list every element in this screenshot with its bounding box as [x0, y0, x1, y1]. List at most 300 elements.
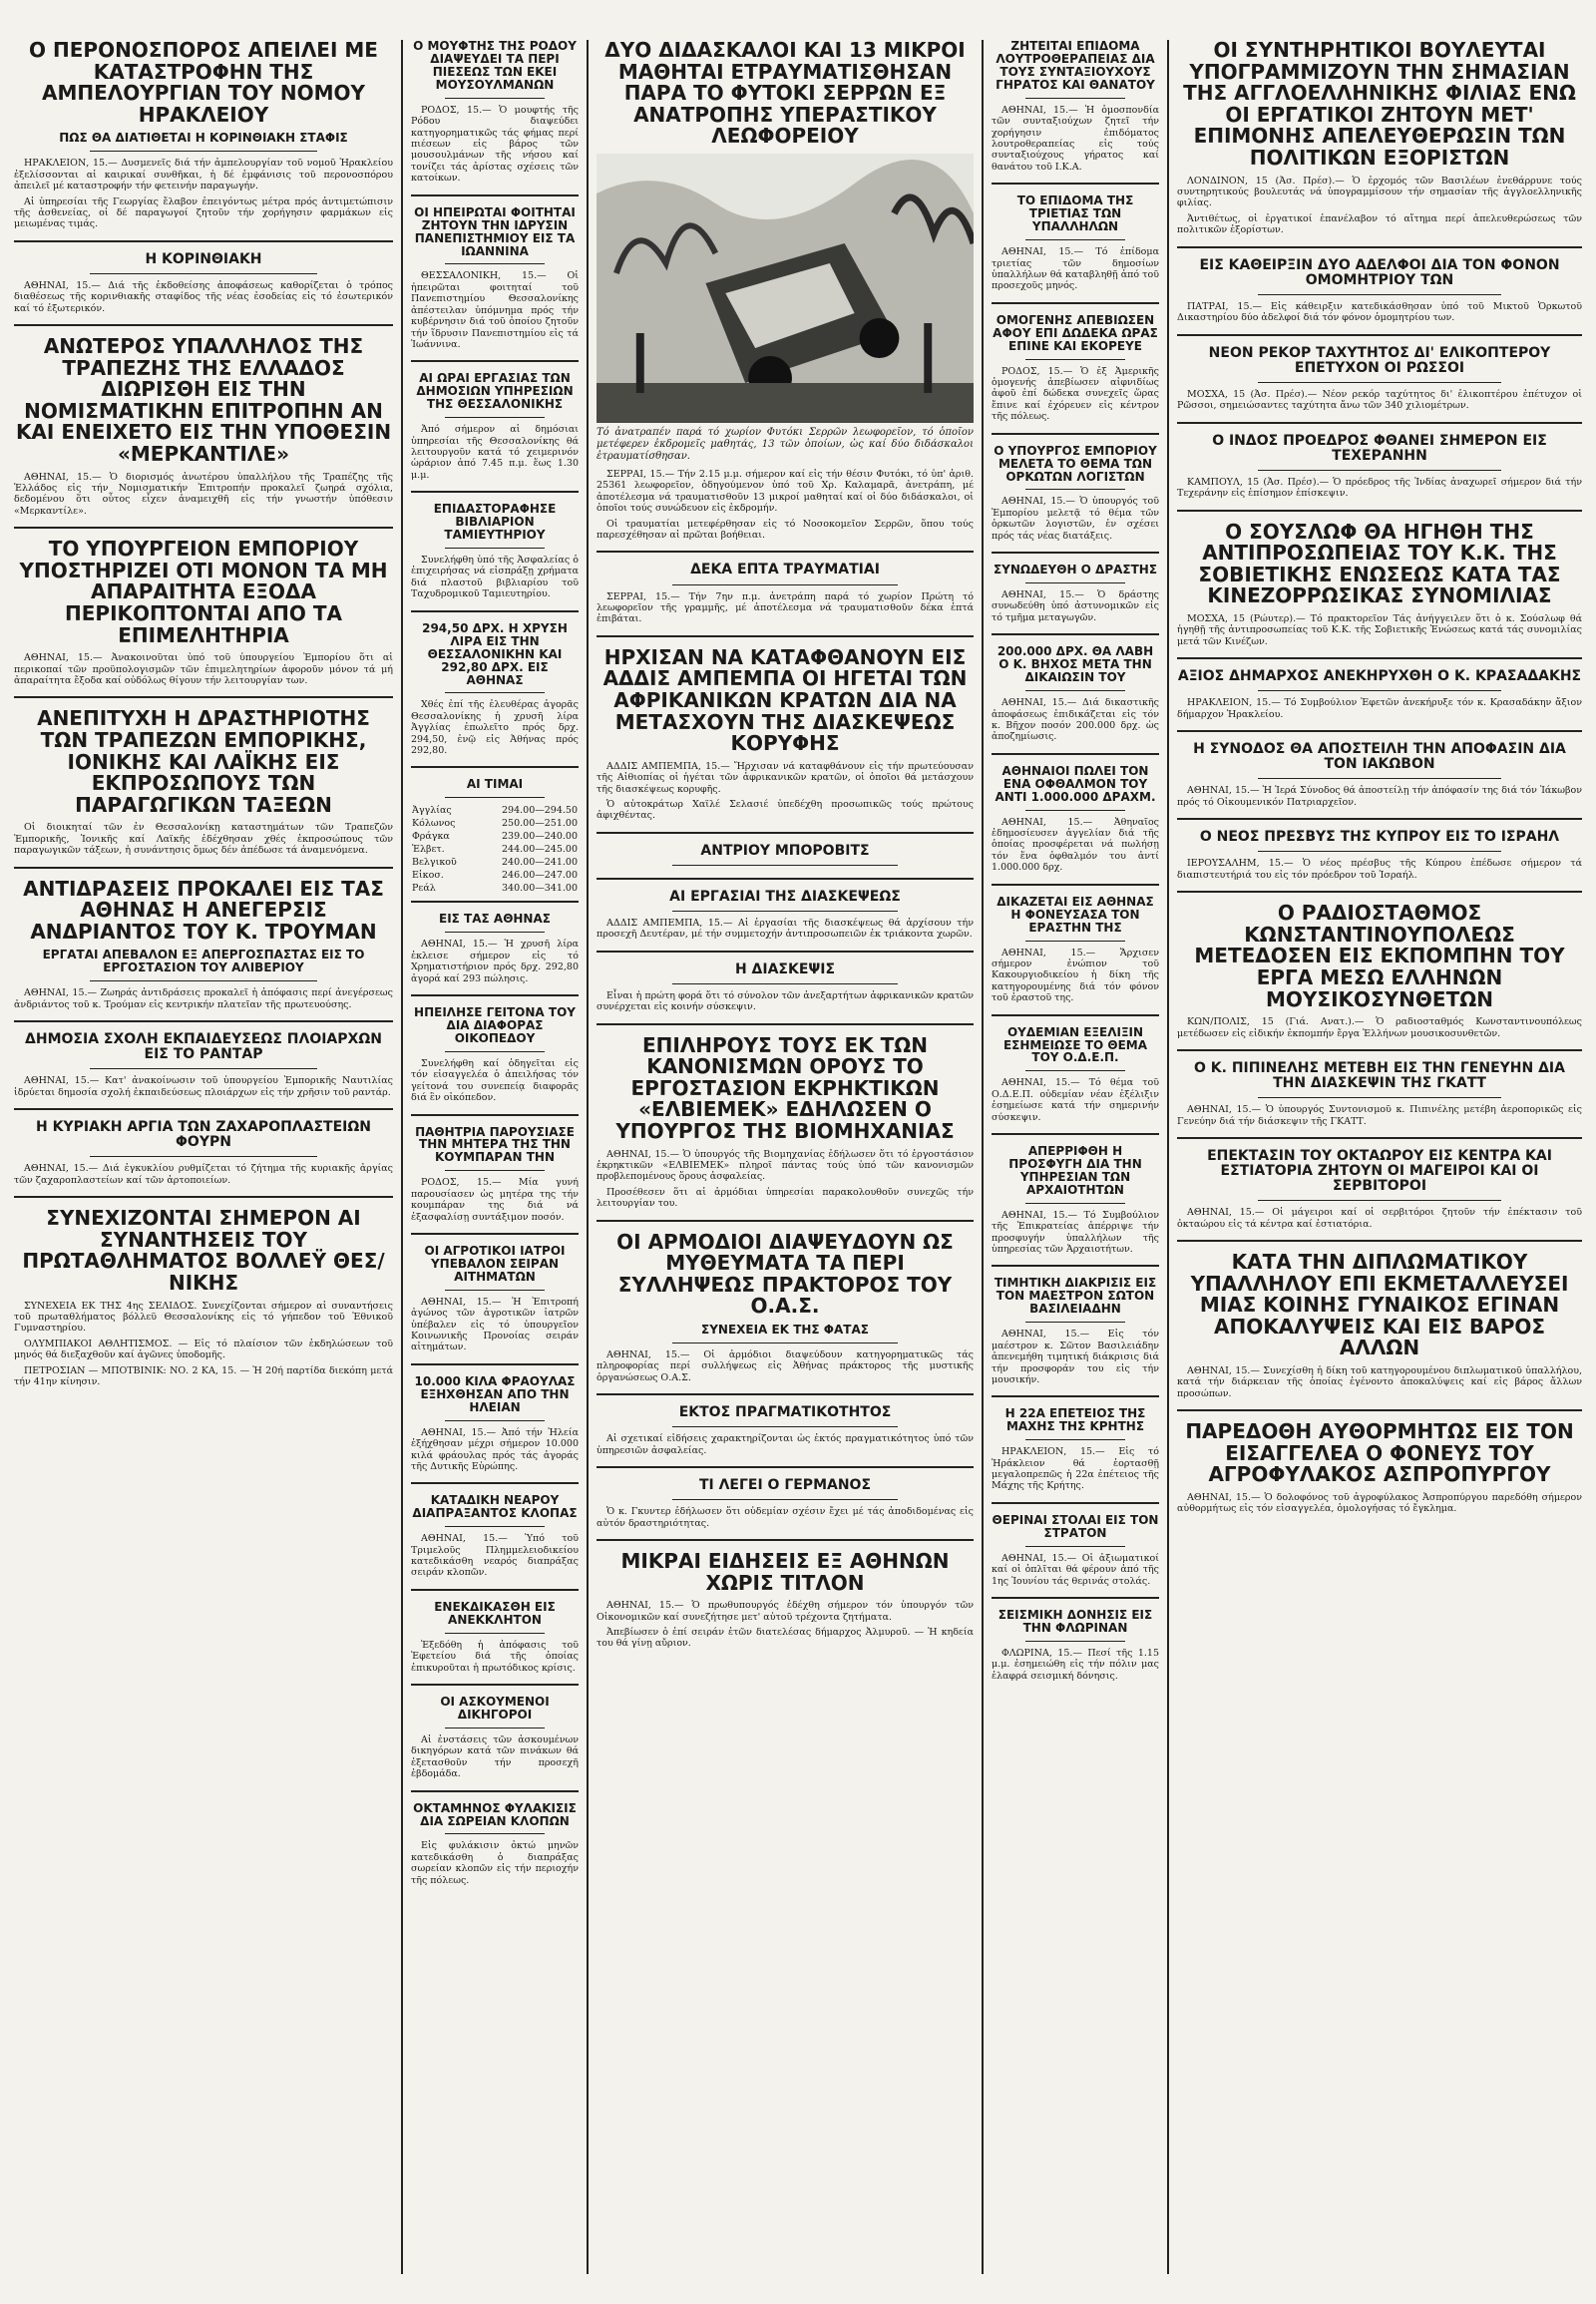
- news-photo: [597, 154, 974, 423]
- headline-underline: [445, 417, 546, 418]
- article-body: [597, 918, 974, 941]
- article-paragraph: ΑΘΗΝΑΙ, 15.— Οἱ ἀξιωματικοί καί οἱ ὁπλῖται θά φέρουν ἀπό τῆς 1ης Ἰουνίου τάς θερινάς στολάς.: [992, 1552, 1159, 1587]
- article-headline: ΔΥΟ ΔΙΔΑΣΚΑΛΟΙ ΚΑΙ 13 ΜΙΚΡΟΙ ΜΑΘΗΤΑΙ ΕΤΡΑΥΜΑΤΙΣΘΗΣΑΝ ΠΑΡΑ ΤΟ ΦΥΤΟΚΙ ΣΕΡΡΩΝ ΕΞ ΑΝΑΤΡΟΠΗΣ ΥΠΕΡΑΣΤΙΚΟΥ ΛΕΩΦΟΡΕΙΟΥ: [604, 40, 966, 149]
- rate-value: 246.00—247.00: [502, 870, 578, 882]
- headline-underline: [672, 983, 899, 984]
- article-subhead: ΕΚΤΟΣ ΠΡΑΓΜΑΤΙΚΟΤΗΤΟΣ: [678, 1404, 892, 1421]
- article-paragraph: ΑΘΗΝΑΙ, 15.— Ἡ χρυσῆ λίρα ἐκλεισε σήμερον εἰς τό Χρηματιστήριον πρός δρχ. 292,80 ἀγορά καί 293 πώλησις.: [411, 939, 579, 984]
- article-subhead: ΕΙΣ ΚΑΘΕΙΡΞΙΝ ΔΥΟ ΑΔΕΛΦΟΙ ΔΙΑ ΤΟΝ ΦΟΝΟΝ ΟΜΟΜΗΤΡΙΟΥ ΤΩΝ: [1199, 256, 1560, 288]
- article-paragraph: ΑΘΗΝΑΙ, 15.— Ὁ ὑπουργός τοῦ Ἐμπορίου μελετᾷ τό θέμα τῶν ὁρκωτῶν λογιστῶν, ἐν σχέσει πρός τάς νέας διατάξεις.: [992, 496, 1159, 542]
- headline-underline: [445, 797, 546, 798]
- article: [1177, 742, 1582, 820]
- rate-value: 340.00—341.00: [502, 883, 578, 895]
- photo-caption: Τό ἀνατραπέν παρά τό χωρίον Φυτόκι Σερρῶν λεωφορεῖον, τό ὁποῖον μετέφερεν ἐκδρομεῖς μαθητάς, 13 τῶν ὁποίων, ὡς καί δύο διδάσκαλοι ἐτραυματίσθησαν.: [597, 426, 974, 462]
- article-body: [992, 1446, 1159, 1492]
- article: [411, 1245, 579, 1365]
- article-body: [1177, 389, 1582, 412]
- rates-table: [411, 804, 579, 895]
- article-body: [1177, 301, 1582, 324]
- article-body: [597, 1149, 974, 1210]
- article-body: [992, 948, 1159, 1004]
- article-paragraph: ΦΛΩΡΙΝΑ, 15.— Πεσί τῆς 1.15 μ.μ. ἐσημειώθη εἰς τήν πόλιν μας ἐλαφρά σεισμική δόνησις.: [992, 1647, 1159, 1682]
- column-2: [405, 40, 585, 2284]
- article-body: [597, 1506, 974, 1529]
- article-paragraph: Ἀντιθέτως, οἱ ἐργατικοί ἐπανέλαβον τό αἴτημα περί ἀπελευθερώσεως τῶν πολιτικῶν ἐξορίστων.: [1177, 212, 1582, 236]
- article: [14, 252, 393, 326]
- article-body: [597, 990, 974, 1013]
- article-subhead: ΑΙ ΤΙΜΑΙ: [466, 777, 524, 792]
- article-body: [411, 555, 579, 600]
- headline-underline: [445, 1633, 546, 1634]
- article: [992, 1026, 1159, 1135]
- article: [992, 194, 1159, 303]
- article-subhead: ΠΩΣ ΘΑ ΔΙΑΤΙΘΕΤΑΙ Η ΚΟΡΙΝΘΙΑΚΗ ΣΤΑΦΙΣ: [59, 131, 348, 146]
- article-paragraph: ΑΘΗΝΑΙ, 15.— Ἡ Ἐπιτροπή ἀγώνος τῶν ἀγροτικῶν ἰατρῶν ὑπέβαλεν εἰς τό ὑπουργεῖον Κοινωνικῆς Προνοίας σειράν αἰτημάτων.: [411, 1296, 579, 1353]
- headline-underline: [1258, 690, 1501, 691]
- rate-row: [411, 830, 579, 843]
- article-paragraph: Ἀπεβίωσεν ὁ ἐπί σειράν ἐτῶν διατελέσας δήμαρχος Ἀλμυροῦ. — Ἡ κηδεία του θά γίνῃ αὔριον.: [597, 1627, 974, 1650]
- article: [411, 1696, 579, 1792]
- article-subhead: ΕΙΣ ΤΑΣ ΑΘΗΝΑΣ: [439, 912, 551, 927]
- article-headline: ΠΑΡΕΔΟΘΗ ΑΥΘΟΡΜΗΤΩΣ ΕΙΣ ΤΟΝ ΕΙΣΑΓΓΕΛΕΑ Ο ΦΟΝΕΥΣ ΤΟΥ ΑΓΡΟΦΥΛΑΚΟΣ ΑΣΠΡΟΠΥΡΓΟΥ: [1185, 1419, 1574, 1487]
- article-subhead: Ο ΥΠΟΥΡΓΟΣ ΕΜΠΟΡΙΟΥ ΜΕΛΕΤΑ ΤΟ ΘΕΜΑ ΤΩΝ ΟΡΚΩΤΩΝ ΛΟΓΙΣΤΩΝ: [994, 443, 1157, 484]
- article-paragraph: ΑΘΗΝΑΙ, 15.— Ζωηράς ἀντιδράσεις προκαλεῖ ἡ ἀπόφασις περί ἀνεγέρσεως ἀνδριάντος τοῦ κ. Τρούμαν εἰς κεντρικήν πλατεῖαν τῆς πρωτευούσης.: [14, 987, 393, 1010]
- rate-row: [411, 856, 579, 869]
- article-paragraph: ΑΘΗΝΑΙ, 15.— Ὁ ὑπουργός τῆς Βιομηχανίας ἐδήλωσεν ὅτι τό ἐργοστάσιον ἐκρηκτικῶν «ΕΛΒΙΕΜΕΚ» πληροῖ πάντας τούς ὑπό τῶν κανονισμῶν προβλεπομένους ὅρους ἀσφαλείας.: [597, 1148, 974, 1183]
- article-body: [992, 589, 1159, 623]
- article: [14, 40, 393, 242]
- article-subhead: ΤΙΜΗΤΙΚΗ ΔΙΑΚΡΙΣΙΣ ΕΙΣ ΤΟΝ ΜΑΕΣΤΡΟΝ ΣΩΤΟΝ ΒΑΣΙΛΕΙΑΔΗΝ: [994, 1276, 1157, 1317]
- rate-row: [411, 804, 579, 817]
- article-paragraph: ΣΥΝΕΧΕΙΑ ΕΚ ΤΗΣ 4ης ΣΕΛΙΔΟΣ. Συνεχίζονται σήμερον αἱ συναντήσεις τοῦ πρωταθλήματος βόλλεϋ Θεσσαλονίκης εἰς τό γήπεδον τοῦ Ἐθνικοῦ Γυμναστηρίου.: [14, 1300, 393, 1335]
- column-1: [8, 40, 399, 2284]
- article-body: [597, 591, 974, 625]
- article: [14, 539, 393, 698]
- article-subhead: ΟΙ ΑΣΚΟΥΜΕΝΟΙ ΔΙΚΗΓΟΡΟΙ: [440, 1695, 550, 1722]
- article: [14, 708, 393, 868]
- article: [597, 1229, 974, 1396]
- article: [597, 644, 974, 834]
- headline-underline: [1025, 690, 1126, 691]
- rate-value: 244.00—245.00: [502, 844, 578, 856]
- article-subhead: ΑΙ ΕΡΓΑΣΙΑΙ ΤΗΣ ΔΙΑΣΚΕΨΕΩΣ: [669, 888, 901, 905]
- article-paragraph: Ὁ κ. Γκυντερ ἐδήλωσεν ὅτι οὐδεμίαν σχέσιν ἔχει μέ τάς ἀποδιδομένας εἰς αὐτόν δραστηριότητας.: [597, 1506, 974, 1529]
- headline-underline: [445, 1833, 546, 1834]
- rate-name: Φράγκα: [412, 831, 450, 843]
- article-paragraph: Ἐξεδόθη ἡ ἀπόφασις τοῦ Ἐφετείου διά τῆς ὁποίας ἐπικυροῦται ἡ πρωτόδικος κρίσις.: [411, 1639, 579, 1674]
- column-4: [986, 40, 1165, 2284]
- article: [411, 622, 579, 769]
- article-paragraph: Συνελήφθη καί ὁδηγεῖται εἰς τόν εἰσαγγελέα ὁ ἀπειλήσας τόν γείτονά του συνεπείᾳ διαφορᾶς διά ἓν οἰκόπεδον.: [411, 1057, 579, 1104]
- article-subhead: ΝΕΟΝ ΡΕΚΟΡ ΤΑΧΥΤΗΤΟΣ ΔΙ' ΕΛΙΚΟΠΤΕΡΟΥ ΕΠΕΤΥΧΟΝ ΟΙ ΡΩΣΣΟΙ: [1208, 344, 1551, 376]
- headline-underline: [1025, 239, 1126, 240]
- article: [597, 962, 974, 1025]
- article: [1177, 1252, 1582, 1411]
- article: [411, 503, 579, 611]
- article-headline: ΟΙ ΣΥΝΤΗΡΗΤΙΚΟΙ ΒΟΥΛΕΥΤΑΙ ΥΠΟΓΡΑΜΜΙΖΟΥΝ ΤΗΝ ΣΗΜΑΣΙΑΝ ΤΗΣ ΑΓΓΛΟΕΛΛΗΝΙΚΗΣ ΦΙΛΙΑΣ ΕΝΩ ΟΙ ΕΡΓΑΤΙΚΟΙ ΖΗΤΟΥΝ ΜΕΤ' ΕΠΙΜΟΝΗΣ ΑΠΕΛΕΥΘΕΡΩΣΙΝ ΤΩΝ ΠΟΛΙΤΙΚΩΝ ΕΞΟΡΙΣΤΩΝ: [1183, 40, 1576, 170]
- article-body: [597, 1600, 974, 1650]
- article-paragraph: ΑΘΗΝΑΙ, 15.— Οἱ μάγειροι καί οἱ σερβιτόροι ζητοῦν τήν ἐπέκτασιν τοῦ ὀκταώρου εἰς τά κέντρα καί ἑστιατόρια.: [1177, 1207, 1582, 1230]
- article-paragraph: ΜΟΣΧΑ, 15 (Ρώυτερ).— Τό πρακτορεῖον Τάς ἀνήγγειλεν ὅτι ὁ κ. Σούσλωφ θά ἡγηθῇ τῆς ἀντιπροσωπείας τοῦ Κ.Κ. τῆς Σοβιετικῆς Ἑνώσεως κατά τάς συνομιλίας μετά τῶν Κινέζων.: [1177, 613, 1582, 647]
- article: [411, 372, 579, 493]
- article-paragraph: Οἱ τραυματίαι μετεφέρθησαν εἰς τό Νοσοκομεῖον Σερρῶν, ὅπου τούς παρεσχέθησαν αἱ πρῶται βοήθειαι.: [597, 518, 974, 541]
- article: [1177, 1149, 1582, 1242]
- article: [411, 1601, 579, 1686]
- article-paragraph: ΑΘΗΝΑΙ, 15.— Οἱ ἁρμόδιοι διαψεύδουν κατηγορηματικῶς τάς πληροφορίας περί συλλήψεως εἰς Ἀθήνας πράκτορος τῆς μυστικῆς ὀργανώσεως Ο.Α.Σ.: [597, 1349, 974, 1383]
- article-paragraph: ΛΟΝΔΙΝΟΝ, 15 (Ἀσ. Πρέσ).— Ὁ ἐρχομός τῶν Βασιλέων ἐνεθάρρυνε τούς συντηρητικούς βουλευτάς νά ὑπογραμμίσουν τήν σημασίαν τῆς ἀγγλοελληνικῆς φιλίας.: [1177, 175, 1582, 209]
- article: [14, 1208, 393, 1397]
- article-subhead: ΔΕΚΑ ΕΠΤΑ ΤΡΑΥΜΑΤΙΑΙ: [690, 562, 880, 578]
- rate-name: Βελγικοῦ: [412, 857, 457, 869]
- article-subhead: ΑΙ ΩΡΑΙ ΕΡΓΑΣΙΑΣ ΤΩΝ ΔΗΜΟΣΙΩΝ ΥΠΗΡΕΣΙΩΝ ΤΗΣ ΘΕΣΣΑΛΟΝΙΚΗΣ: [416, 371, 574, 412]
- article-subhead: ΟΙ ΑΓΡΟΤΙΚΟΙ ΙΑΤΡΟΙ ΥΠΕΒΑΛΟΝ ΣΕΙΡΑΝ ΑΙΤΗΜΑΤΩΝ: [424, 1243, 566, 1284]
- article: [992, 564, 1159, 635]
- rate-name: Ρεάλ: [412, 883, 436, 895]
- rate-value: 294.00—294.50: [502, 805, 578, 817]
- article-paragraph: ΑΘΗΝΑΙ, 15.— Ἡ ὁμοσπονδία τῶν συνταξιούχων ζητεῖ τήν χορήγησιν ἐπιδόματος λουτροθεραπείας εἰς τούς συνταξιούχους γήρατος καί θανάτου τοῦ Ι.Κ.Α.: [992, 104, 1159, 173]
- article-paragraph: ΑΘΗΝΑΙ, 15.— Τό Συμβούλιον τῆς Ἐπικρατείας ἀπέρριψε τήν προσφυγήν ὑπαλλήλων τῆς ὑπηρεσίας τῶν Ἀρχαιοτήτων.: [992, 1209, 1159, 1256]
- article-paragraph: ΡΟΔΟΣ, 15.— Ὁ μουφτής τῆς Ρόδου διαψεύδει κατηγορηματικῶς τάς φήμας περί πιέσεων εἰς βάρος τῶν μουσουλμάνων τῆς νήσου καί τονίζει τάς ἀρίστας σχέσεις τῶν κατοίκων.: [411, 104, 579, 185]
- article: [1177, 1061, 1582, 1139]
- article-paragraph: ΑΘΗΝΑΙ, 15.— Ἀπό τήν Ἠλεία ἐξήχθησαν μέχρι σήμερον 10.000 κιλά φράουλας πρός τάς ἀγοράς τῆς Δυτικῆς Εὐρώπης.: [411, 1426, 579, 1472]
- article-paragraph: ΑΘΗΝΑΙ, 15.— Τό ἐπίδομα τριετίας τῶν δημοσίων ὑπαλλήλων θά καταβληθῇ ἀπό τοῦ προσεχοῦς μηνός.: [992, 246, 1159, 292]
- article-paragraph: Συνελήφθη ὑπό τῆς Ἀσφαλείας ὁ ἐπιχειρήσας νά εἰσπράξῃ χρήματα διά πλαστοῦ βιβλιαρίου τοῦ Ταχυδρομικοῦ Ταμιευτηρίου.: [411, 555, 579, 600]
- article-body: [1177, 785, 1582, 808]
- article-body: [411, 1533, 579, 1579]
- article-subhead: ΑΞΙΟΣ ΔΗΜΑΡΧΟΣ ΑΝΕΚΗΡΥΧΘΗ Ο Κ. ΚΡΑΣΑΔΑΚΗΣ: [1177, 668, 1582, 685]
- headline-underline: [1258, 1200, 1501, 1201]
- rate-name: Εἰκοσ.: [412, 870, 444, 882]
- article-paragraph: Χθές ἐπί τῆς ἐλευθέρας ἀγορᾶς Θεσσαλονίκης ἡ χρυσῆ λίρα Ἀγγλίας ἐπωλεῖτο πρός δρχ. 294,50, ἐνῷ εἰς Ἀθήνας πρός 292,80.: [411, 699, 579, 757]
- article-subhead: ΖΗΤΕΙΤΑΙ ΕΠΙΔΟΜΑ ΛΟΥΤΡΟΘΕΡΑΠΕΙΑΣ ΔΙΑ ΤΟΥΣ ΣΥΝΤΑΞΙΟΥΧΟΥΣ ΓΗΡΑΤΟΣ ΚΑΙ ΘΑΝΑΤΟΥ: [996, 40, 1155, 92]
- article: [992, 1514, 1159, 1599]
- rate-name: Ἀγγλίας: [412, 805, 452, 817]
- article-paragraph: ΑΔΔΙΣ ΑΜΠΕΜΠΑ, 15.— Ἤρχισαν νά καταφθάνουν εἰς τήν πρωτεύουσαν τῆς Αἰθιοπίας οἱ ἡγέται τῶν ἀφρικανικῶν κρατῶν, οἱ ὁποῖοι θά μετάσχουν τῆς διασκέψεως κορυφῆς.: [597, 760, 974, 795]
- article: [992, 314, 1159, 435]
- article-headline: Ο ΡΑΔΙΟΣΤΑΘΜΟΣ ΚΩΝΣΤΑΝΤΙΝΟΥΠΟΛΕΩΣ ΜΕΤΕΔΟΣΕΝ ΕΙΣ ΕΚΠΟΜΠΗΝ ΤΟΥ ΕΡΓΑ ΜΕΣΩ ΕΛΛΗΝΩΝ ΜΟΥΣΙΚΟΣΥΝΘΕΤΩΝ: [1194, 901, 1565, 1011]
- article: [1177, 669, 1582, 732]
- article-subhead: Η ΔΙΑΣΚΕΨΙΣ: [734, 960, 836, 977]
- article-body: [411, 1058, 579, 1104]
- article-paragraph: ΑΘΗΝΑΙ, 15.— Διά τῆς ἐκδοθείσης ἀποφάσεως καθορίζεται ὁ τρόπος διαθέσεως τῆς κορινθιακῆς σταφίδος τῆς νέας ἐσοδείας εἰς τό ἐσωτερικόν καί τό ἐξωτερικόν.: [14, 279, 393, 314]
- column-5: [1171, 40, 1588, 2284]
- article-subhead: ΘΕΡΙΝΑΙ ΣΤΟΛΑΙ ΕΙΣ ΤΟΝ ΣΤΡΑΤΟΝ: [992, 1512, 1159, 1540]
- article-paragraph: ΗΡΑΚΛΕΙΟΝ, 15.— Τό Συμβούλιον Ἐφετῶν ἀνεκήρυξε τόν κ. Κρασαδάκην ἄξιον δήμαρχον Ἡρακλείου.: [1177, 697, 1582, 720]
- article: [1177, 830, 1582, 893]
- article-paragraph: ΚΩΝ/ΠΟΛΙΣ, 15 (Γιά. Ανατ.).— Ὁ ραδιοσταθμός Κωνσταντινουπόλεως μετέδωσεν εἰς εἰδικήν ἐκπομπήν ἔργα Ἑλλήνων μουσικοσυνθετῶν.: [1177, 1016, 1582, 1039]
- article: [411, 778, 579, 903]
- article-paragraph: Ὁ αὐτοκράτωρ Χαϊλέ Σελασιέ ὑπεδέχθη προσωπικῶς τούς πρώτους ἀφιχθέντας.: [597, 798, 974, 822]
- article-body: [411, 1177, 579, 1223]
- rate-row: [411, 869, 579, 882]
- article: [597, 1478, 974, 1541]
- article-paragraph: ΠΑΤΡΑΙ, 15.— Εἰς κάθειρξιν κατεδικάσθησαν ὑπό τοῦ Μικτοῦ Ὁρκωτοῦ Δικαστηρίου δύο ἀδελφοί διά τόν φόνον ὁμομητρίου των.: [1177, 300, 1582, 324]
- article-body: [411, 424, 579, 481]
- headline-underline: [445, 932, 546, 933]
- article-headline: ΑΝΤΙΔΡΑΣΕΙΣ ΠΡΟΚΑΛΕΙ ΕΙΣ ΤΑΣ ΑΘΗΝΑΣ Η ΑΝΕΓΕΡΣΙΣ ΑΝΔΡΙΑΝΤΟΣ ΤΟΥ Κ. ΤΡΟΥΜΑΝ: [23, 876, 384, 944]
- article-paragraph: ΑΘΗΝΑΙ, 15.— Ὑπό τοῦ Τριμελοῦς Πλημμελειοδικείου κατεδικάσθη νεαρός διαπράξας σειράν κλοπῶν.: [411, 1533, 579, 1579]
- headline-underline: [445, 1170, 546, 1171]
- article-body: [411, 1427, 579, 1473]
- article-subhead: ΕΠΕΚΤΑΣΙΝ ΤΟΥ ΟΚΤΑΩΡΟΥ ΕΙΣ ΚΕΝΤΡΑ ΚΑΙ ΕΣΤΙΑΤΟΡΙΑ ΖΗΤΟΥΝ ΟΙ ΜΑΓΕΙΡΟΙ ΚΑΙ ΟΙ ΣΕΡΒΙΤΟΡΟΙ: [1207, 1147, 1552, 1195]
- headline-underline: [1258, 382, 1501, 383]
- article-body: [992, 1553, 1159, 1587]
- article: [992, 1145, 1159, 1267]
- article-subhead: 200.000 ΔΡΧ. ΘΑ ΛΑΒΗ Ο Κ. ΒΗΧΟΣ ΜΕΤΑ ΤΗΝ ΔΙΚΑΙΩΣΙΝ ΤΟΥ: [997, 644, 1154, 685]
- article: [597, 563, 974, 636]
- article-headline: ΑΝΕΠΙΤΥΧΗ Η ΔΡΑΣΤΗΡΙΟΤΗΣ ΤΩΝ ΤΡΑΠΕΖΩΝ ΕΜΠΟΡΙΚΗΣ, ΙΟΝΙΚΗΣ ΚΑΙ ΛΑΪΚΗΣ ΕΙΣ ΕΚΠΡΟΣΩΠΟΥΣ ΤΩΝ ΠΑΡΑΓΩΓΙΚΩΝ ΤΑΞΕΩΝ: [37, 706, 370, 817]
- article: [1177, 40, 1582, 248]
- headline-underline: [445, 98, 546, 99]
- article-body: [992, 246, 1159, 292]
- article-body: [14, 280, 393, 314]
- article: [992, 40, 1159, 185]
- article-body: [1177, 1492, 1582, 1515]
- article-headline: ΕΠΙΛΗΡΟΥΣ ΤΟΥΣ ΕΚ ΤΩΝ ΚΑΝΟΝΙΣΜΩΝ ΟΡΟΥΣ ΤΟ ΕΡΓΟΣΤΑΣΙΟΝ ΕΚΡΗΚΤΙΚΩΝ «ΕΛΒΙΕΜΕΚ» ΕΔΗΛΩΣΕΝ Ο ΥΠΟΥΡΓΟΣ ΤΗΣ ΒΙΟΜΗΧΑΝΙΑΣ: [615, 1032, 955, 1144]
- article-subhead: ΑΝΤΡΙΟΥ ΜΠΟΡΟΒΙΤΣ: [700, 842, 870, 859]
- article-body: [992, 1648, 1159, 1682]
- article-paragraph: ΑΘΗΝΑΙ, 15.— Συνεχίσθη ἡ δίκη τοῦ κατηγορουμένου διπλωματικοῦ ὑπαλλήλου, κατά τήν διάρκειαν τῆς ὁποίας ἐγένοντο ἀποκαλύψεις καί εἰς βάρος ἄλλων προσώπων.: [1177, 1365, 1582, 1399]
- article-subhead: 294,50 ΔΡΧ. Η ΧΡΥΣΗ ΛΙΡΑ ΕΙΣ ΤΗΝ ΘΕΣΣΑΛΟΝΙΚΗΝ ΚΑΙ 292,80 ΔΡΧ. ΕΙΣ ΑΘΗΝΑΣ: [422, 620, 568, 687]
- rate-row: [411, 817, 579, 830]
- article-body: [411, 1734, 579, 1780]
- article-body: [992, 366, 1159, 423]
- article-paragraph: ΑΘΗΝΑΙ, 15.— Κατ' ἀνακοίνωσιν τοῦ ὑπουργείου Ἐμπορικῆς Ναυτιλίας ἱδρύεται δημοσία σχολή ἐκπαιδεύσεως πλοιάρχων εἰς τήν χρῆσιν τοῦ ραντάρ.: [14, 1075, 393, 1098]
- article: [597, 1551, 974, 1660]
- headline-underline: [672, 1499, 899, 1500]
- article-subhead: Η 22Α ΕΠΕΤΕΙΟΣ ΤΗΣ ΜΑΧΗΣ ΤΗΣ ΚΡΗΤΗΣ: [1004, 1406, 1146, 1434]
- article: [1177, 346, 1582, 424]
- article-body: [14, 158, 393, 229]
- article: [411, 206, 579, 363]
- article: [14, 1120, 393, 1198]
- article: [992, 445, 1159, 554]
- article-headline: ΤΟ ΥΠΟΥΡΓΕΙΟΝ ΕΜΠΟΡΙΟΥ ΥΠΟΣΤΗΡΙΖΕΙ ΟΤΙ ΜΟΝΟΝ ΤΑ ΜΗ ΑΠΑΡΑΙΤΗΤΑ ΕΞΟΔΑ ΠΕΡΙΚΟΠΤΟΝΤΑΙ ΑΠΟ ΤΑ ΕΠΙΜΕΛΗΤΗΡΙΑ: [19, 537, 388, 647]
- headline-underline: [445, 1290, 546, 1291]
- headline-underline: [1025, 1641, 1126, 1642]
- article-paragraph: ΗΡΑΚΛΕΙΟΝ, 15.— Δυσμενεῖς διά τήν ἀμπελουργίαν τοῦ νομοῦ Ἡρακλείου ἐξελίσσονται αἱ καιρικαί συνθῆκαι, ἡ δέ ἐμφάνισις τοῦ περονοσπόρου ἀπειλεῖ μέ καταστροφήν τήν φετεινήν παραγωγήν.: [14, 158, 393, 192]
- article-body: [1177, 1104, 1582, 1127]
- article-body: [411, 1297, 579, 1353]
- article-paragraph: ΑΘΗΝΑΙ, 15.— Ὁ ὑπουργός Συντονισμοῦ κ. Πιπινέλης μετέβη ἀεροπορικῶς εἰς Γενεύην διά τήν διάσκεψιν τῆς ΓΚΑΤΤ.: [1177, 1104, 1582, 1127]
- article-body: [14, 1163, 393, 1186]
- article: [411, 1375, 579, 1484]
- article-subhead: Η ΚΟΡΙΝΘΙΑΚΗ: [145, 250, 262, 267]
- article: [1177, 1421, 1582, 1525]
- headline-underline: [1025, 941, 1126, 942]
- article-paragraph: ΑΘΗΝΑΙ, 15.— Ὁ διορισμός ἀνωτέρου ὑπαλλήλου τῆς Τραπέζης τῆς Ἑλλάδος εἰς τήν Νομισματικήν Ἐπιτροπήν προκαλεῖ ζωηρά σχόλια, δεδομένου ὅτι οὗτος εἶχεν ἀναμειχθῆ εἰς τήν γνωστήν ὑπόθεσιν «Μερκαντίλε».: [14, 471, 393, 517]
- article-subhead: ΔΙΚΑΖΕΤΑΙ ΕΙΣ ΑΘΗΝΑΣ Η ΦΟΝΕΥΣΑΣΑ ΤΟΝ ΕΡΑΣΤΗΝ ΤΗΣ: [997, 894, 1154, 935]
- headline-underline: [672, 584, 899, 585]
- article-subhead: ΕΝΕΚΔΙΚΑΣΘΗ ΕΙΣ ΑΝΕΚΚΛΗΤΟΝ: [434, 1599, 556, 1627]
- article-body: [992, 1077, 1159, 1123]
- article-headline: ΚΑΤΑ ΤΗΝ ΔΙΠΛΩΜΑΤΙΚΟΥ ΥΠΑΛΛΗΛΟΥ ΕΠΙ ΕΚΜΕΤΑΛΛΕΥΣΕΙ ΜΙΑΣ ΚΟΙΝΗΣ ΓΥΝΑΙΚΟΣ ΕΓΙΝΑΝ ΑΠΟΚΑΛΥΨΕΙΣ ΚΑΙ ΕΙΣ ΒΑΡΟΣ ΑΛΛΩΝ: [1190, 1250, 1569, 1360]
- article-body: [1177, 858, 1582, 881]
- article: [14, 336, 393, 529]
- article-paragraph: Οἱ διοικηταί τῶν ἐν Θεσσαλονίκῃ καταστημάτων τῶν Τραπεζῶν Ἐμπορικῆς, Ἰονικῆς καί Λαϊκῆς ἐδέχθησαν χθές ἐκπροσώπους τῶν παραγωγικῶν τάξεων, ἡ συνάντησις ὅμως δέν ἀπέδωσε τά ἀναμενόμενα.: [14, 822, 393, 857]
- article-body: [597, 469, 974, 541]
- article-paragraph: ΘΕΣΣΑΛΟΝΙΚΗ, 15.— Οἱ ἠπειρῶται φοιτηταί τοῦ Πανεπιστημίου Θεσσαλονίκης ἀπέστειλαν ὑπόμνημα πρός τήν κυβέρνησιν διά τοῦ ὁποίου ζητοῦν τήν ἵδρυσιν Πανεπιστημίου εἰς τά Ἰωάννινα.: [411, 270, 579, 350]
- article-body: [411, 1640, 579, 1674]
- headline-underline: [445, 1526, 546, 1527]
- article-subhead: ΚΑΤΑΔΙΚΗ ΝΕΑΡΟΥ ΔΙΑΠΡΑΞΑΝΤΟΣ ΚΛΟΠΑΣ: [412, 1493, 578, 1521]
- article-subhead: Ο ΙΝΔΟΣ ΠΡΟΕΔΡΟΣ ΦΘΑΝΕΙ ΣΗΜΕΡΟΝ ΕΙΣ ΤΕΧΕΡΑΝΗΝ: [1212, 432, 1547, 464]
- article-body: [597, 1349, 974, 1383]
- headline-underline: [1025, 359, 1126, 360]
- article-body: [992, 697, 1159, 743]
- article-subhead: Ο ΝΕΟΣ ΠΡΕΣΒΥΣ ΤΗΣ ΚΥΠΡΟΥ ΕΙΣ ΤΟ ΙΣΡΑΗΛ: [1199, 829, 1560, 846]
- headline-underline: [1025, 1322, 1126, 1323]
- article: [992, 645, 1159, 754]
- column-rule: [1167, 40, 1169, 2274]
- article: [411, 40, 579, 196]
- article-body: [411, 699, 579, 756]
- article-subhead: ΟΥΔΕΜΙΑΝ ΕΞΕΛΙΞΙΝ ΕΣΗΜΕΙΩΣΕ ΤΟ ΘΕΜΑ ΤΟΥ Ο.Δ.Ε.Π.: [1002, 1024, 1147, 1065]
- article-body: [1177, 613, 1582, 647]
- article-headline: ΗΡΧΙΣΑΝ ΝΑ ΚΑΤΑΦΘΑΝΟΥΝ ΕΙΣ ΑΔΔΙΣ ΑΜΠΕΜΠΑ ΟΙ ΗΓΕΤΑΙ ΤΩΝ ΑΦΡΙΚΑΝΙΚΩΝ ΚΡΑΤΩΝ ΔΙΑ ΝΑ ΜΕΤΑΣΧΟΥΝ ΤΗΣ ΔΙΑΣΚΕΨΕΩΣ ΚΟΡΥΦΗΣ: [602, 644, 968, 756]
- article-paragraph: ΣΕΡΡΑΙ, 15.— Τήν 7ην π.μ. ἀνετράπη παρά τό χωρίον Πρώτη τό λεωφορεῖον τῆς γραμμῆς, μέ ἀποτέλεσμα νά τραυματισθοῦν δέκα ἑπτά ἐπιβάται.: [597, 590, 974, 625]
- article-body: [14, 987, 393, 1010]
- article-body: [14, 472, 393, 518]
- headline-underline: [90, 1156, 317, 1157]
- column-3: [591, 40, 980, 2284]
- article-paragraph: Αἱ ἐνστάσεις τῶν ἀσκουμένων δικηγόρων κατά τῶν πινάκων θά ἐξετασθοῦν τήν προσεχῆ ἑβδομάδα.: [411, 1733, 579, 1780]
- article-paragraph: ΣΕΡΡΑΙ, 15.— Τήν 2.15 μ.μ. σήμερον καί εἰς τήν θέσιν Φυτόκι, τό ὑπ' ἀριθ. 25361 λεωφορεῖον, ὁδηγούμενον ὑπό τοῦ Χρ. Καλαμαρᾶ, ἀνετράπη, μέ ἀποτέλεσμα νά τραυματισθοῦν 13 μικροί μαθηταί καί οἱ δύο διδάσκαλοι, οἱ ὁποῖοι τούς συνώδευον εἰς ἐκδρομήν.: [597, 468, 974, 515]
- headline-underline: [1025, 1439, 1126, 1440]
- article-paragraph: ΑΘΗΝΑΙ, 15.— Ἀνακοινοῦται ὑπό τοῦ ὑπουργείου Ἐμπορίου ὅτι αἱ περικοπαί τῶν προϋπολογισμῶν τῶν ἐπιμελητηρίων ἀφοροῦν μόνον τά μή ἀπαραίτητα ἔξοδα καί οὐδόλως θίγουν τήν λειτουργίαν των.: [14, 652, 393, 687]
- article-body: [411, 1840, 579, 1886]
- article-body: [597, 1433, 974, 1456]
- article-body: [1177, 1016, 1582, 1039]
- article-paragraph: ΑΘΗΝΑΙ, 15.— Ὁ δράστης συνωδεύθη ὑπό ἀστυνομικῶν εἰς τό τμῆμα μεταγωγῶν.: [992, 589, 1159, 623]
- article-paragraph: Αἱ ὑπηρεσίαι τῆς Γεωργίας ἔλαβον ἐπειγόντως μέτρα πρός ἀντιμετώπισιν τῆς ἀσθενείας, οἱ δέ παραγωγοί ζητοῦν τήν χορήγησιν φαρμάκων εἰς μειωμένας τιμάς.: [14, 195, 393, 230]
- article-subhead: ΣΥΝΩΔΕΥΘΗ Ο ΔΡΑΣΤΗΣ: [993, 563, 1158, 577]
- article: [14, 876, 393, 1023]
- article-subhead: ΟΜΟΓΕΝΗΣ ΑΠΕΒΙΩΣΕΝ ΑΦΟΥ ΕΠΙ ΔΩΔΕΚΑ ΩΡΑΣ ΕΠΙΝΕ ΚΑΙ ΕΚΟΡΕΥΕ: [993, 312, 1158, 353]
- article: [992, 765, 1159, 886]
- article: [597, 40, 974, 553]
- rate-value: 239.00—240.00: [502, 831, 578, 843]
- rate-value: 250.00—251.00: [502, 818, 578, 830]
- article-paragraph: ΑΘΗΝΑΙ, 15.— Ἄρχισεν σήμερον ἐνώπιον τοῦ Κακουργιοδικείου ἡ δίκη τῆς κατηγορουμένης διά τόν φόνον τοῦ ἐραστοῦ της.: [992, 947, 1159, 1004]
- article-headline: ΣΥΝΕΧΙΖΟΝΤΑΙ ΣΗΜΕΡΟΝ ΑΙ ΣΥΝΑΝΤΗΣΕΙΣ ΤΟΥ ΠΡΩΤΑΘΛΗΜΑΤΟΣ ΒΟΛΛΕΫ ΘΕΣ/ΝΙΚΗΣ: [22, 1206, 385, 1295]
- article-paragraph: ΟΛΥΜΠΙΑΚΟΙ ΑΘΛΗΤΙΣΜΟΣ. — Εἰς τό πλαίσιον τῶν ἐκδηλώσεων τοῦ μηνός θά διεξαχθοῦν καί ἀγῶνες ὑποδομῆς.: [14, 1338, 393, 1361]
- article-body: [1177, 176, 1582, 236]
- article: [1177, 434, 1582, 512]
- article: [992, 1609, 1159, 1692]
- rate-value: 240.00—241.00: [502, 857, 578, 869]
- article-subhead: ΣΕΙΣΜΙΚΗ ΔΟΝΗΣΙΣ ΕΙΣ ΤΗΝ ΦΛΩΡΙΝΑΝ: [998, 1608, 1153, 1635]
- article-body: [14, 652, 393, 686]
- article-headline: Ο ΣΟΥΣΛΩΦ ΘΑ ΗΓΗΘΗ ΤΗΣ ΑΝΤΙΠΡΟΣΩΠΕΙΑΣ ΤΟΥ Κ.Κ. ΤΗΣ ΣΟΒΙΕΤΙΚΗΣ ΕΝΩΣΕΩΣ ΚΑΤΑ ΤΑΣ ΚΙΝΕΖΟΡΡΩΣΙΚΑΣ ΣΥΝΟΜΙΛΙΑΣ: [1198, 519, 1561, 608]
- article-paragraph: Εἰς φυλάκισιν ὀκτώ μηνῶν κατεδικάσθη ὁ διαπράξας σωρείαν κλοπῶν εἰς τήν περιοχήν τῆς πόλεως.: [411, 1840, 579, 1886]
- article-subhead: ΕΠΙΔΑΣΤΟΡΑΦΗΣΕ ΒΙΒΛΙΑΡΙΟΝ ΤΑΜΙΕΥΤΗΡΙΟΥ: [433, 502, 557, 543]
- article-subhead: 10.000 ΚΙΛΑ ΦΡΑΟΥΛΑΣ ΕΞΗΧΘΗΣΑΝ ΑΠΟ ΤΗΝ ΗΛΕΙΑΝ: [414, 1373, 576, 1414]
- article-body: [597, 761, 974, 822]
- article-paragraph: ΑΘΗΝΑΙ, 15.— Εἰς τόν μαέστρον κ. Σῶτον Βασιλειάδην ἀπενεμήθη τιμητική διάκρισις διά τήν προσφοράν του εἰς τήν μουσικήν.: [992, 1329, 1159, 1385]
- article: [14, 1032, 393, 1110]
- article-paragraph: Ἀπό σήμερον αἱ δημόσιαι ὑπηρεσίαι τῆς Θεσσαλονίκης θά λειτουργοῦν κατά τό χειμερινόν ὡράριον ἀπό 7.45 π.μ. ἕως 1.30 μ.μ.: [411, 424, 579, 481]
- headline-underline: [445, 1051, 546, 1052]
- article: [411, 913, 579, 996]
- article-paragraph: Προσέθεσεν ὅτι αἱ ἁρμόδιαι ὑπηρεσίαι παρακολουθοῦν συνεχῶς τήν λειτουργίαν του.: [597, 1186, 974, 1210]
- article-body: [992, 1329, 1159, 1385]
- article-subhead: ΤΟ ΕΠΙΔΟΜΑ ΤΗΣ ΤΡΙΕΤΙΑΣ ΤΩΝ ΥΠΑΛΛΗΛΩΝ: [1016, 193, 1134, 234]
- article-paragraph: ΜΟΣΧΑ, 15 (Ἀσ. Πρέσ).— Νέον ρεκόρ ταχύτητος δι' ἑλικοπτέρου ἐπέτυχον οἱ Ρῶσσοι, σημειώσαντες ταχύτητα ἄνω τῶν 340 χιλιομέτρων.: [1177, 388, 1582, 412]
- column-rule: [982, 40, 984, 2274]
- article-paragraph: Αἱ σχετικαί εἰδήσεις χαρακτηρίζονται ὡς ἐκτός πραγματικότητος ὑπό τῶν ὑπηρεσιῶν ἀσφαλείας.: [597, 1433, 974, 1456]
- article-body: [992, 1210, 1159, 1256]
- rate-row: [411, 882, 579, 895]
- headline-underline: [1025, 489, 1126, 490]
- article-headline: ΑΝΩΤΕΡΟΣ ΥΠΑΛΛΗΛΟΣ ΤΗΣ ΤΡΑΠΕΖΗΣ ΤΗΣ ΕΛΛΑΔΟΣ ΔΙΩΡΙΣΘΗ ΕΙΣ ΤΗΝ ΝΟΜΙΣΜΑΤΙΚΗΝ ΕΠΙΤΡΟΠΗΝ ΑΝ ΚΑΙ ΕΝΕΙΧΕΤΟ ΕΙΣ ΤΗΝ ΥΠΟΘΕΣΙΝ «ΜΕΡΚΑΝΤΙΛΕ»: [15, 334, 392, 467]
- article-body: [14, 1075, 393, 1098]
- article-subhead: ΕΡΓΑΤΑΙ ΑΠΕΒΑΛΟΝ ΕΞ ΑΠΕΡΓΟΣΠΑΣΤΑΣ ΕΙΣ ΤΟ ΕΡΓΟΣΤΑΣΙΟΝ ΤΟΥ ΑΛΙΒΕΡΙΟΥ: [42, 948, 365, 975]
- headline-underline: [1025, 1203, 1126, 1204]
- article-body: [992, 105, 1159, 173]
- article: [1177, 903, 1582, 1051]
- article-body: [992, 496, 1159, 542]
- article: [992, 896, 1159, 1016]
- headline-underline: [445, 1420, 546, 1421]
- headline-underline: [672, 865, 899, 866]
- headline-underline: [672, 1343, 899, 1344]
- article-body: [14, 822, 393, 856]
- article: [597, 844, 974, 880]
- article-paragraph: ΑΘΗΝΑΙ, 15.— Ὁ δολοφόνος τοῦ ἀγροφύλακος Ἀσπροπύργου παρεδόθη σήμερον αὐθορμήτως εἰς τόν εἰσαγγελέα, ὁμολογήσας τό ἔγκλημα.: [1177, 1492, 1582, 1515]
- headline-underline: [1025, 810, 1126, 811]
- headline-underline: [1258, 294, 1501, 295]
- article-paragraph: ΡΟΔΟΣ, 15.— Μία γυνή παρουσίασεν ὡς μητέρα της τήν κουμπάραν της διά νά ἐξασφαλίσῃ συντάξιμον ποσόν.: [411, 1177, 579, 1223]
- headline-underline: [90, 273, 317, 274]
- article-body: [411, 105, 579, 185]
- article: [1177, 258, 1582, 336]
- article-paragraph: ΑΘΗΝΑΙ, 15.— Ἀθηναῖος ἐδημοσίευσεν ἀγγελίαν διά τῆς ὁποίας προσφέρεται νά πωλήσῃ τόν ἕνα ὀφθαλμόν του ἀντί 1.000.000 δρχ.: [992, 816, 1159, 874]
- article-subhead: ΑΘΗΝΑΙΟΙ ΠΩΛΕΙ ΤΟΝ ΕΝΑ ΟΦΘΑΛΜΟΝ ΤΟΥ ΑΝΤΙ 1.000.000 ΔΡΑΧΜ.: [995, 763, 1156, 804]
- headline-underline: [1258, 470, 1501, 471]
- article-body: [411, 939, 579, 984]
- article-subhead: ΟΚΤΑΜΗΝΟΣ ΦΥΛΑΚΙΣΙΣ ΔΙΑ ΣΩΡΕΙΑΝ ΚΛΟΠΩΝ: [413, 1800, 577, 1828]
- article-body: [411, 270, 579, 350]
- article-paragraph: ΠΕΤΡΟΣΙΑΝ — ΜΠΟΤΒΙΝΙΚ: ΝΟ. 2 ΚΑ, 15. — Ἡ 20ή παρτίδα διεκόπη μετά τήν 41ην κίνησιν.: [14, 1364, 393, 1388]
- article-paragraph: Εἶναι ἡ πρώτη φορά ὅτι τό σύνολον τῶν ἀνεξαρτήτων ἀφρικανικῶν κρατῶν συνέρχεται εἰς κοινήν σύσκεψιν.: [597, 989, 974, 1013]
- article: [411, 1006, 579, 1115]
- rate-name: Ἑλβετ.: [412, 844, 445, 856]
- article-paragraph: ΑΘΗΝΑΙ, 15.— Τό θέμα τοῦ Ο.Δ.Ε.Π. οὐδεμίαν νέαν ἐξέλιξιν ἐσημείωσε κατά τήν σημερινήν σύσκεψιν.: [992, 1077, 1159, 1123]
- article-subhead: ΣΥΝΕΧΕΙΑ ΕΚ ΤΗΣ ΦΑΤΑΣ: [701, 1323, 869, 1338]
- headline-underline: [672, 1426, 899, 1427]
- article-paragraph: ΑΘΗΝΑΙ, 15.— Διά ἐγκυκλίου ρυθμίζεται τό ζήτημα τῆς κυριακῆς ἀργίας τῶν ζαχαροπλαστείων καί τῶν ἀρτοποιείων.: [14, 1163, 393, 1186]
- article-headline: ΟΙ ΑΡΜΟΔΙΟΙ ΔΙΑΨΕΥΔΟΥΝ ΩΣ ΜΥΘΕΥΜΑΤΑ ΤΑ ΠΕΡΙ ΣΥΛΛΗΨΕΩΣ ΠΡΑΚΤΟΡΟΣ ΤΟΥ Ο.Α.Σ.: [616, 1229, 954, 1319]
- headline-underline: [1025, 1070, 1126, 1071]
- article: [597, 890, 974, 953]
- article-body: [1177, 1207, 1582, 1230]
- article-paragraph: ΗΡΑΚΛΕΙΟΝ, 15.— Εἰς τό Ἡράκλειον θά ἑορτασθῇ μεγαλοπρεπῶς ἡ 22α ἐπέτειος τῆς Μάχης τῆς Κρήτης.: [992, 1446, 1159, 1492]
- column-rule: [587, 40, 589, 2274]
- article-subhead: ΤΙ ΛΕΓΕΙ Ο ΓΕΡΜΑΝΟΣ: [698, 1477, 872, 1494]
- article-subhead: ΑΠΕΡΡΙΦΘΗ Η ΠΡΟΣΦΥΓΗ ΔΙΑ ΤΗΝ ΥΠΗΡΕΣΙΑΝ ΤΩΝ ΑΡΧΑΙΟΤΗΤΩΝ: [1008, 1144, 1142, 1197]
- headline-underline: [1258, 851, 1501, 852]
- article-paragraph: ΡΟΔΟΣ, 15.— Ὁ ἐξ Ἀμερικῆς ὁμογενής ἀπεβίωσεν αἰφνιδίως ἀφοῦ ἐπί δώδεκα συνεχεῖς ὥρας ἔπινε καί ἐχόρευεν εἰς κέντρον τῆς πόλεως.: [992, 365, 1159, 423]
- headline-underline: [90, 1068, 317, 1069]
- article-headline: Ο ΠΕΡΟΝΟΣΠΟΡΟΣ ΑΠΕΙΛΕΙ ΜΕ ΚΑΤΑΣΤΡΟΦΗΝ ΤΗΣ ΑΜΠΕΛΟΥΡΓΙΑΝ ΤΟΥ ΝΟΜΟΥ ΗΡΑΚΛΕΙΟΥ: [29, 40, 378, 127]
- rate-row: [411, 843, 579, 856]
- rate-name: Κόλωνος: [412, 818, 456, 830]
- article: [992, 1407, 1159, 1504]
- headline-underline: [1258, 1097, 1501, 1098]
- article-body: [14, 1301, 393, 1388]
- article: [597, 1032, 974, 1222]
